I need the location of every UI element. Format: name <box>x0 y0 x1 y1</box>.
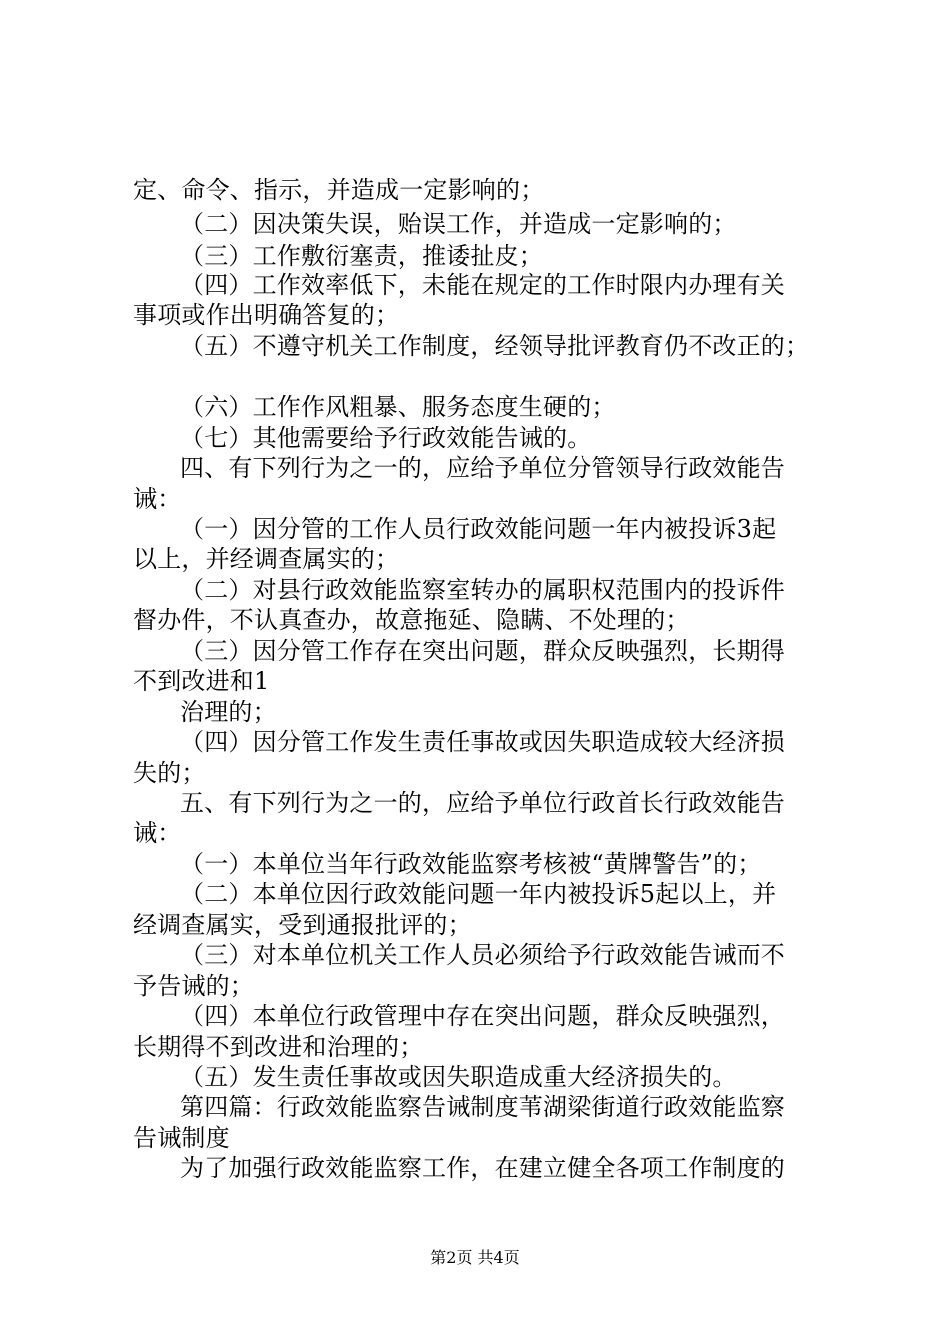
text-line: 失的； <box>133 759 206 787</box>
text-line: （五）发生责任事故或因失职造成重大经济损失的。 <box>180 1063 737 1091</box>
text-line: （四）因分管工作发生责任事故或因失职造成较大经济损 <box>180 728 785 756</box>
text-line: 诫： <box>133 819 182 847</box>
text-line: 为了加强行政效能监察工作，在建立健全各项工作制度的 <box>180 1154 785 1182</box>
text-line: （一）本单位当年行政效能监察考核被“黄牌警告”的； <box>180 850 762 878</box>
text-line: （五）不遵守机关工作制度，经领导批评教育仍不改正的； <box>180 332 810 360</box>
text-line: （七）其他需要给予行政效能告诫的。 <box>180 424 592 452</box>
text-line: 定、命令、指示，并造成一定影响的； <box>133 176 545 204</box>
text-line: 督办件，不认真查办，故意拖延、隐瞒、不处理的； <box>133 606 690 634</box>
section-heading: 四、有下列行为之一的，应给予单位分管领导行政效能告 <box>180 454 785 482</box>
text-line: （三）工作敷衍塞责，推诿扯皮； <box>180 242 543 270</box>
text-line: （一）因分管的工作人员行政效能问题一年内被投诉3起 <box>180 515 777 543</box>
page-number-footer: 第2页 共4页 <box>430 1248 520 1267</box>
text-line: 不到改进和1 <box>133 667 270 695</box>
text-line: 治理的； <box>180 698 277 726</box>
text-line: （二）对县行政效能监察室转办的属职权范围内的投诉件 <box>180 576 785 604</box>
chapter-heading: 告诫制度 <box>133 1124 230 1152</box>
text-line: 予告诫的； <box>133 972 254 1000</box>
text-line: 以上，并经调查属实的； <box>133 545 400 573</box>
text-line: （三）对本单位机关工作人员必须给予行政效能告诫而不 <box>180 941 785 969</box>
text-line: （三）因分管工作存在突出问题，群众反映强烈，长期得 <box>180 637 785 665</box>
text-line: （二）本单位因行政效能问题一年内被投诉5起以上，并 <box>180 880 777 908</box>
text-line: 事项或作出明确答复的； <box>133 301 400 329</box>
text-line: 经调查属实，受到通报批评的； <box>133 911 472 939</box>
section-heading: 五、有下列行为之一的，应给予单位行政首长行政效能告 <box>180 789 785 817</box>
text-line: 诫： <box>133 485 182 513</box>
text-line: （二）因决策失误，贻误工作，并造成一定影响的； <box>180 210 737 238</box>
text-line: （六）工作作风粗暴、服务态度生硬的； <box>180 393 616 421</box>
text-line: （四）工作效率低下，未能在规定的工作时限内办理有关 <box>180 271 785 299</box>
chapter-heading: 第四篇：行政效能监察告诫制度苇湖梁街道行政效能监察 <box>180 1093 785 1121</box>
text-line: 长期得不到改进和治理的； <box>133 1033 424 1061</box>
text-line: （四）本单位行政管理中存在突出问题，群众反映强烈， <box>180 1002 785 1030</box>
